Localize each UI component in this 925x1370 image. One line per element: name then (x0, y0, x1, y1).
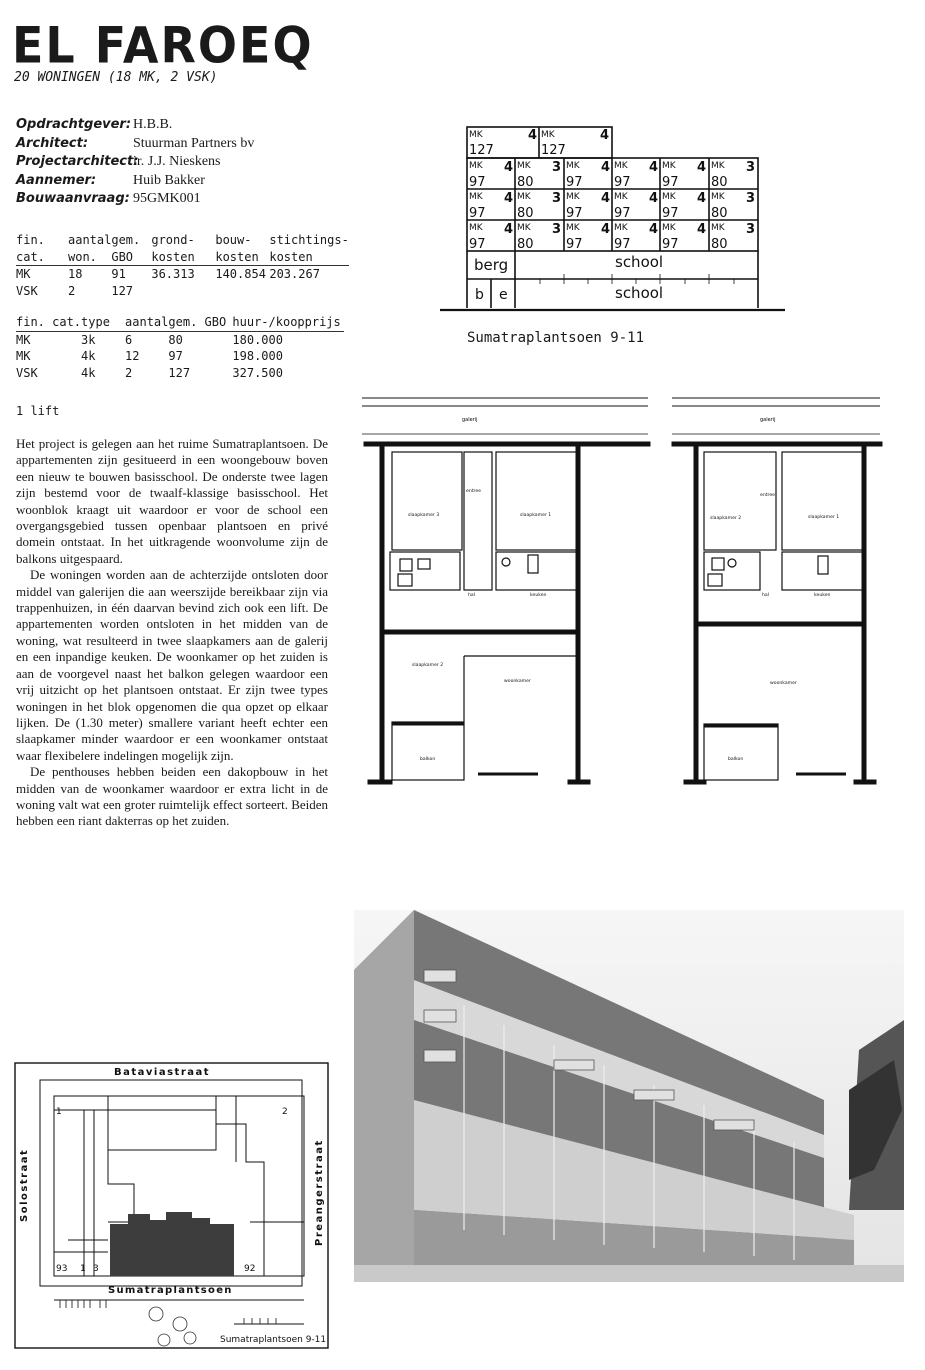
table-cell: 6 (125, 332, 133, 347)
table-header-cell: fin. (16, 233, 45, 247)
unit-cat: MK (711, 192, 725, 202)
table-cell (269, 283, 348, 300)
table-cell: 4k (81, 349, 96, 363)
unit-size: 97 (614, 206, 631, 221)
table-header-row (16, 232, 349, 249)
room-label-woonkamer: woonkamer (504, 679, 531, 684)
unit-rooms: 4 (697, 191, 707, 206)
credit-label: Bouwaanvraag: (16, 191, 130, 206)
room-label-balkon: balkon (420, 757, 436, 762)
table-cell: 36.313 (151, 267, 195, 281)
unit-size: 97 (566, 175, 583, 190)
room-label-entree: entree (760, 493, 775, 498)
unit-rooms: 3 (552, 160, 562, 175)
room-label-slaapkamer-2: slaapkamer 2 (710, 516, 742, 521)
table-cell: 127 (168, 365, 191, 380)
unit-size: 80 (517, 237, 534, 252)
unit-cat: MK (614, 223, 628, 233)
credit-row (16, 190, 254, 209)
table-cell: 2 (125, 365, 133, 380)
table-cell: 198.000 (232, 349, 283, 363)
unit-cat: MK (517, 161, 531, 171)
unit-cat: MK (517, 223, 531, 233)
unit-size: 97 (469, 206, 486, 221)
type-table (16, 314, 344, 381)
unit-cat: MK (662, 161, 676, 171)
unit-cat: MK (566, 223, 580, 233)
table-cell: VSK (16, 365, 38, 380)
room-label-hal: hal (762, 593, 770, 598)
room-label-slaapkamer-3: slaapkamer 3 (408, 513, 440, 518)
unit-size: 97 (469, 175, 486, 190)
section-diagram (440, 124, 785, 318)
unit-cat: MK (541, 130, 555, 140)
floorplan-left (358, 392, 653, 800)
unit-rooms: 4 (528, 128, 538, 143)
table-cell: 203.267 (269, 267, 320, 281)
table-cell (215, 283, 269, 300)
room-label-slaapkamer-1: slaapkamer 1 (520, 513, 552, 518)
unit-cat: MK (469, 223, 483, 233)
floorplan-right (668, 392, 886, 800)
table-cell: 127 (111, 283, 134, 298)
unit-cat: MK (614, 161, 628, 171)
room-label-galerij: galerij (462, 417, 478, 423)
table-header-cell: kosten (215, 249, 269, 266)
unit-size: 80 (517, 175, 534, 190)
unit-size: 127 (469, 143, 494, 158)
room-label-entree: entree (466, 489, 481, 494)
unit-cat: MK (517, 192, 531, 202)
table-row (16, 365, 344, 382)
body-text (16, 436, 328, 830)
unit-size: 127 (541, 143, 566, 158)
building-perspective-image (354, 910, 904, 1282)
room-label-hal: hal (468, 593, 476, 598)
table-header-cell: bouw- (215, 233, 252, 247)
unit-rooms: 4 (649, 222, 659, 237)
unit-rooms: 3 (746, 222, 756, 237)
unit-rooms: 4 (504, 222, 514, 237)
street-label-north: Bataviastraat (114, 1067, 211, 1078)
table-row (16, 331, 344, 348)
table-header-cell: cat. (16, 249, 68, 266)
table-header-cell: huur-/koopprijs (232, 314, 344, 331)
body-paragraph: De woningen worden aan de achterzijde ontsloten door middel van galerijen die aan weerszijde bereikbaar zijn via trappenhuizen, in één daarvan bevind zich ook een lift. De appartementen worden ontsloten in het midden van de woning, wat resulteerd in twee slaapkamers aan de galerij en een inpandige keuken. De woonkamer op het zuiden is aan de voorgevel naast het balkon gelegen waardoor een vrij uitzicht op het plantsoen ontstaat. Er zijn twee types woningen in het blok opgenomen die qua opzet op elkaar lijken. De (1.30 meter) smallere variant heeft echter een slaapkamer minder waardoor er een woonkamer ontstaat waar flexibelere indelingen mogelijk zijn. (16, 567, 328, 763)
unit-rooms: 4 (649, 160, 659, 175)
unit-size: 80 (517, 206, 534, 221)
berg-label: berg (474, 256, 509, 274)
unit-rooms: 4 (504, 160, 514, 175)
credit-value: Huib Bakker (133, 172, 205, 188)
credits-list (16, 116, 254, 209)
table-row (16, 283, 349, 300)
unit-size: 97 (469, 237, 486, 252)
table-header-cell: aantal (68, 233, 112, 247)
table-header-cell: GBO (111, 249, 151, 266)
unit-rooms: 4 (601, 191, 611, 206)
parcel-label: 1 (80, 1264, 86, 1274)
unit-rooms: 3 (552, 191, 562, 206)
table-cell: MK (16, 349, 31, 363)
table-header-cell: gem. GBO (168, 314, 232, 331)
table-cell: 12 (125, 349, 140, 363)
unit-rooms: 4 (504, 191, 514, 206)
unit-rooms: 4 (697, 222, 707, 237)
unit-size: 97 (614, 237, 631, 252)
table-cell: 327.500 (232, 365, 283, 380)
unit-rooms: 4 (601, 222, 611, 237)
credit-label: Aannemer: (16, 172, 97, 188)
table-header-cell: type (81, 314, 125, 331)
page-subtitle: 20 WONINGEN (18 MK, 2 VSK) (14, 70, 218, 85)
unit-cat: MK (711, 161, 725, 171)
unit-size: 80 (711, 206, 728, 221)
room-label-slaapkamer-2: slaapkamer 2 (412, 663, 444, 668)
credit-row (16, 135, 254, 154)
unit-size: 97 (662, 206, 679, 221)
table-row (16, 266, 349, 283)
unit-size: 97 (566, 237, 583, 252)
body-paragraph: Het project is gelegen aan het ruime Sumatraplantsoen. De appartementen zijn gesitueerd in een woongebouw boven een nieuw te bouwen basisschool. De onderste twee lagen zijn bestemd voor de twaalf-klassige basisschool. Het woonblok kraagt uit waardoor er voor de school een overgangsgebied tussen openbaar plantsoen en privé domein ontstaat. In het uitkragende woonvolume zijn de balkons uitgespaard. (16, 436, 328, 566)
credit-value: ir. J.J. Nieskens (133, 154, 221, 169)
unit-size: 97 (662, 175, 679, 190)
table-cell: MK (16, 267, 31, 281)
table-cell: 18 (68, 267, 83, 281)
credit-label: Projectarchitect: (16, 154, 139, 169)
credit-row (16, 172, 254, 191)
credit-row (16, 153, 254, 172)
table-header-cell: stichtings- (269, 233, 349, 247)
unit-size: 80 (711, 175, 728, 190)
unit-cat: MK (469, 130, 483, 140)
street-label-east: Preangerstraat (314, 1139, 325, 1246)
table-cell: VSK (16, 283, 38, 298)
unit-cat: MK (469, 192, 483, 202)
site-map (14, 1062, 330, 1350)
page-title: EL FAROEQ (12, 15, 314, 75)
table-header-cell: grond- (151, 233, 195, 247)
b-label: b (475, 287, 484, 303)
unit-size: 80 (711, 237, 728, 252)
unit-size: 97 (566, 206, 583, 221)
credit-label: Opdrachtgever: (16, 117, 132, 132)
credit-value: Stuurman Partners bv (133, 135, 255, 151)
table-row (16, 348, 344, 365)
unit-cat: MK (614, 192, 628, 202)
room-label-keuken: keuken (530, 593, 547, 598)
parcel-label: 3 (93, 1264, 99, 1274)
unit-rooms: 4 (601, 160, 611, 175)
unit-cat: MK (662, 192, 676, 202)
room-label-keuken: keuken (814, 593, 831, 598)
school-label: school (615, 253, 664, 271)
room-label-woonkamer: woonkamer (770, 681, 797, 686)
credit-value: H.B.B. (133, 117, 173, 132)
table-header-cell: aantal (125, 315, 169, 329)
table-header-row (16, 249, 349, 266)
credit-row (16, 116, 254, 135)
table-cell: 4k (81, 365, 96, 380)
credit-value: 95GMK001 (133, 191, 201, 206)
e-label: e (499, 287, 508, 303)
parcel-label: 2 (282, 1107, 288, 1117)
unit-rooms: 3 (746, 191, 756, 206)
unit-rooms: 3 (746, 160, 756, 175)
credit-label: Architect: (16, 135, 89, 151)
table-header-cell: fin. cat. (16, 315, 82, 329)
unit-rooms: 4 (697, 160, 707, 175)
room-label-slaapkamer-1: slaapkamer 1 (808, 515, 840, 520)
unit-cat: MK (711, 223, 725, 233)
table-cell: 180.000 (232, 332, 283, 347)
cost-table (16, 232, 349, 299)
table-header-cell: won. (68, 249, 111, 266)
parcel-label: 93 (56, 1264, 68, 1274)
room-label-galerij: galerij (760, 417, 776, 423)
section-caption: Sumatraplantsoen 9-11 (467, 330, 645, 346)
unit-rooms: 4 (600, 128, 610, 143)
table-header-cell: kosten (151, 249, 215, 266)
room-label-balkon: balkon (728, 757, 744, 762)
table-cell: 140.854 (215, 267, 266, 281)
table-cell: 3k (81, 332, 96, 347)
table-cell: 97 (168, 349, 183, 363)
unit-cat: MK (662, 223, 676, 233)
unit-size: 97 (614, 175, 631, 190)
table-cell: 91 (111, 267, 126, 281)
site-map-caption: Sumatraplantsoen 9-11 (220, 1335, 327, 1345)
table-header-cell: gem. (111, 233, 141, 247)
table-cell (151, 283, 215, 300)
table-cell: MK (16, 332, 31, 347)
unit-cat: MK (566, 161, 580, 171)
body-paragraph: De penthouses hebben beiden een dakopbouw in het midden van de woonkamer waardoor er extra licht in de woning valt wat een groter ruimtelijk effect sorteert. Beiden hebben een riant dakterras op het zuiden. (16, 764, 329, 829)
parcel-label: 1 (56, 1107, 62, 1117)
street-label-south: Sumatraplantsoen (108, 1285, 233, 1296)
table-header-cell: kosten (269, 249, 348, 266)
school-label-lower: school (615, 284, 664, 302)
street-label-west: Solostraat (19, 1148, 30, 1222)
unit-size: 97 (662, 237, 679, 252)
unit-cat: MK (566, 192, 580, 202)
parcel-label: 92 (244, 1264, 256, 1274)
table-cell: 80 (168, 332, 183, 347)
unit-rooms: 3 (552, 222, 562, 237)
unit-rooms: 4 (649, 191, 659, 206)
unit-cat: MK (469, 161, 483, 171)
lift-note: 1 lift (16, 404, 60, 418)
table-cell: 2 (68, 283, 76, 298)
table-header-row (16, 314, 344, 331)
